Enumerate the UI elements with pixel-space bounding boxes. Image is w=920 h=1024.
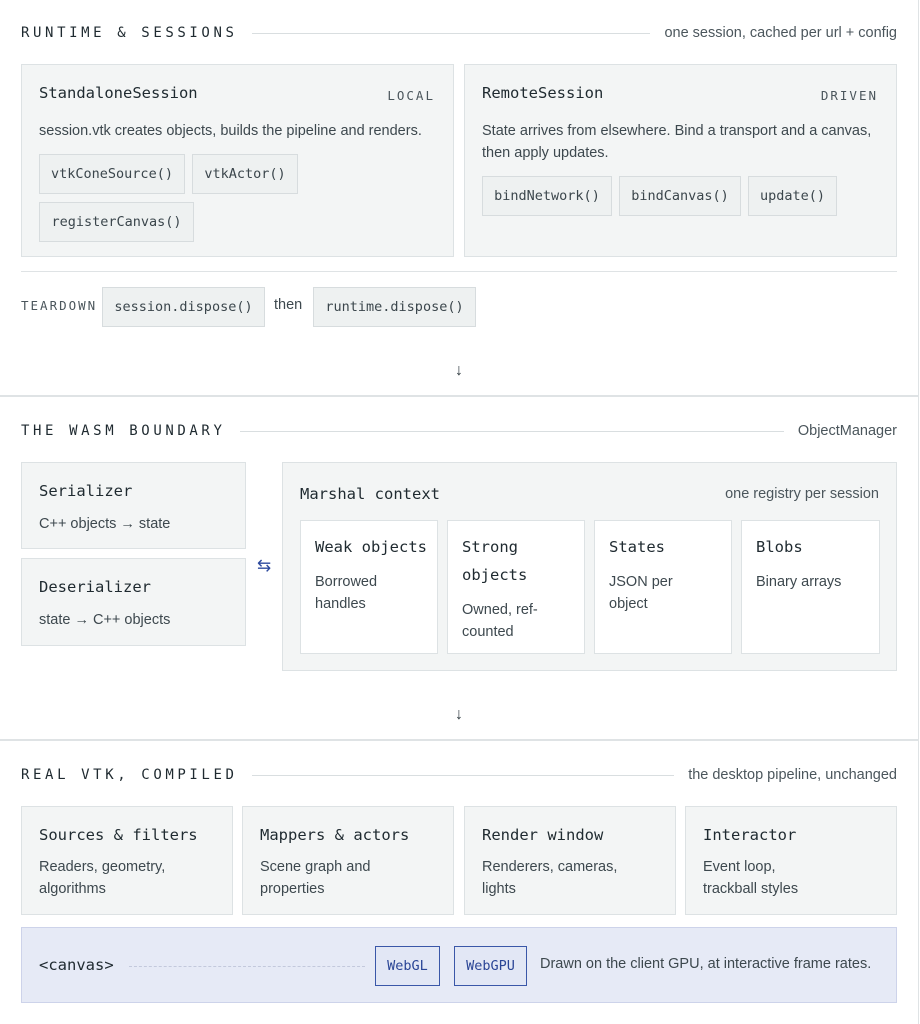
box-title: Marshal context [300,485,440,503]
down-arrow-icon: ↓ [455,362,463,379]
card-title: Blobs [756,538,803,556]
down-arrow-icon: ↓ [455,706,463,723]
header-rule [252,775,675,776]
card-description: Binary arrays [756,574,842,590]
box-title: Mappers & actors [260,826,410,844]
register-canvas-chip: registerCanvas() [39,202,194,242]
box-title: StandaloneSession [39,84,198,102]
box-title: Sources & filters [39,826,198,844]
box-title: RemoteSession [482,84,604,102]
blobs-card [741,520,880,654]
box-title: Render window [482,826,604,844]
teardown-label: TEARDOWN [21,298,98,313]
marshal-note: one registry per session [725,486,879,502]
section-note: the desktop pipeline, unchanged [688,767,897,783]
card-description: Borrowed handles [315,574,378,612]
standalone-session-box [21,64,454,257]
remote-session-box [464,64,897,257]
canvas-description: Drawn on the client GPU, at interactive frame rates. [540,956,872,972]
mappers-actors-box [242,806,454,915]
box-description: session.vtk creates objects, builds the pipeline and renders. [39,123,422,139]
interactor-box [685,806,897,915]
section-header-runtime [21,22,897,44]
weak-objects-card [300,520,438,654]
section-title: REAL VTK, COMPILED [21,767,238,783]
box-title: Interactor [703,826,797,844]
bind-canvas-chip: bindCanvas() [619,176,741,216]
canvas-output-bar [21,927,897,1003]
runtime-dispose-chip: runtime.dispose() [313,287,476,327]
card-description: JSON per object [609,574,673,612]
header-rule [240,431,784,432]
teardown-divider [21,271,897,272]
section-title: THE WASM BOUNDARY [21,423,226,439]
header-rule [252,33,651,34]
canvas-label: <canvas> [39,956,114,974]
box-description: State arrives from elsewhere. Bind a transport and a canvas, then apply updates. [482,123,872,161]
then-label: then [274,297,303,313]
session-dispose-chip: session.dispose() [102,287,265,327]
box-description: Scene graph and properties [260,859,371,897]
vtk-actor-chip: vtkActor() [192,154,298,194]
card-title: Strong objects [462,538,528,584]
driven-tag: DRIVEN [820,88,878,103]
sources-filters-box [21,806,233,915]
section-divider [0,739,919,741]
section-note: ObjectManager [797,423,897,439]
vtk-cone-source-chip: vtkConeSource() [39,154,185,194]
box-description: Event loop, trackball styles [703,859,799,897]
update-chip: update() [748,176,837,216]
box-title: Serializer [39,482,133,500]
render-window-box [464,806,676,915]
box-description: Readers, geometry, algorithms [39,859,166,897]
deserializer-box [21,558,246,646]
section-header-wasm [21,420,897,442]
swap-arrows-icon: ⇆ [256,556,272,575]
webgl-chip: WebGL [375,946,440,986]
strong-objects-card [447,520,585,654]
section-note: one session, cached per url + config [664,25,897,41]
webgpu-chip: WebGPU [454,946,527,986]
right-rail [918,0,919,1024]
card-title: Weak objects [315,538,427,556]
dashed-connector [129,966,365,967]
box-title: Deserializer [39,578,151,596]
card-title: States [609,538,665,556]
section-title: RUNTIME & SESSIONS [21,25,238,41]
local-tag: LOCAL [387,88,435,103]
section-divider [0,395,919,397]
box-description: state → C++ objects [39,612,171,628]
bind-network-chip: bindNetwork() [482,176,612,216]
box-description: C++ objects → state [39,516,171,532]
states-card [594,520,732,654]
section-header-vtk [21,764,897,786]
marshal-context-box [282,462,897,671]
card-description: Owned, ref-counted [462,602,538,640]
box-description: Renderers, cameras, lights [482,859,618,897]
serializer-box [21,462,246,549]
